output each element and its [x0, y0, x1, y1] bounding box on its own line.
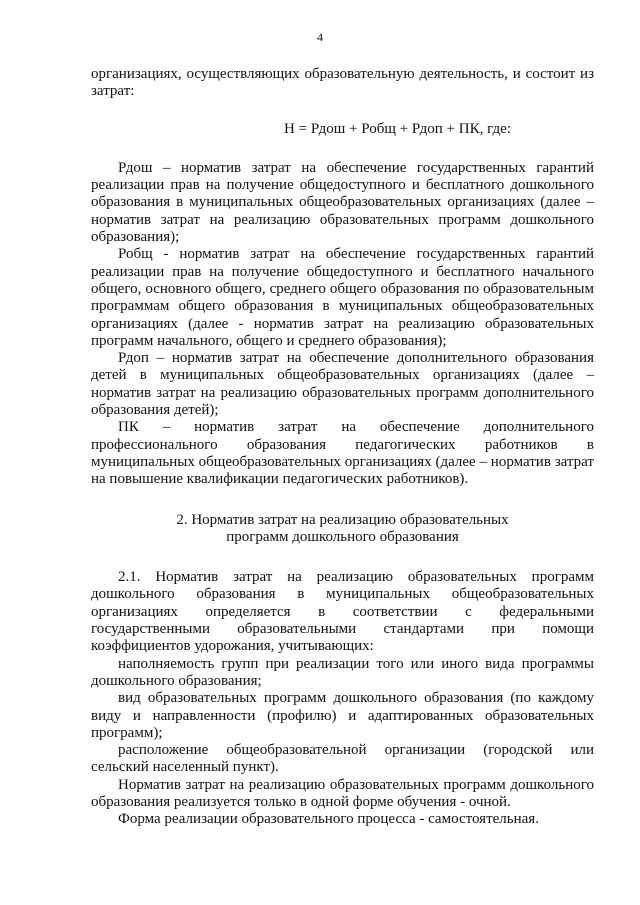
section-paragraph: Норматив затрат на реализацию образовательных программ дошкольного образования реализуется только в одной форме обучения - очной. — [91, 776, 594, 810]
page-number: 4 — [317, 30, 323, 44]
formula: Н = Рдош + Робщ + Рдоп + ПК, где: — [284, 120, 511, 137]
section-heading — [91, 512, 594, 547]
section-heading-line: 2. Норматив затрат на реализацию образовательных — [176, 511, 509, 528]
section-paragraph: вид образовательных программ дошкольного образования (по каждому виду и направленности (профилю) и адаптированных образовательных программ); — [91, 690, 594, 741]
section-paragraph: расположение общеобразовательной организации (городской или сельский населенный пункт). — [91, 742, 594, 776]
definition-paragraph: Робщ - норматив затрат на обеспечение государственных гарантий реализации прав на получение общедоступного и бесплатного начального общего, основного общего, среднего общего образования по образовательным программам общего образования в муниципальных общеобразовательных организациях (далее - норматив затрат на реализацию образовательных программ начального, общего и среднего образования); — [91, 246, 594, 349]
section-paragraph: Форма реализации образовательного процесса - самостоятельная. — [118, 811, 539, 828]
section-paragraph: наполняемость групп при реализации того или иного вида программы дошкольного образования; — [91, 655, 594, 689]
definition-paragraph: ПК – норматив затрат на обеспечение дополнительного профессионального образования педагогических работников в муниципальных общеобразовательных организациях (далее – норматив затрат на повышение квалификации педагогических работников). — [91, 419, 594, 488]
definition-paragraph: Рдоп – норматив затрат на обеспечение дополнительного образования детей в муниципальных общеобразовательных организациях (далее – норматив затрат на реализацию образовательных программ дополнительного образования детей); — [91, 350, 594, 419]
section-paragraph: 2.1. Норматив затрат на реализацию образовательных программ дошкольного образования в муниципальных общеобразовательных организациях определяется в соответствии с федеральными государственными образовательными стандартами при помощи коэффициентов удорожания, учитывающих: — [91, 569, 594, 655]
definition-paragraph: Рдош – норматив затрат на обеспечение государственных гарантий реализации прав на получение общедоступного и бесплатного дошкольного образования в муниципальных общеобразовательных организациях (далее – норматив затрат на реализацию образовательных программ дошкольного образования); — [91, 159, 594, 246]
section-heading-line: программ дошкольного образования — [226, 528, 459, 545]
document-body — [91, 66, 594, 829]
intro-paragraph: организациях, осуществляющих образовательную деятельность, и состоит из затрат: — [91, 66, 594, 100]
